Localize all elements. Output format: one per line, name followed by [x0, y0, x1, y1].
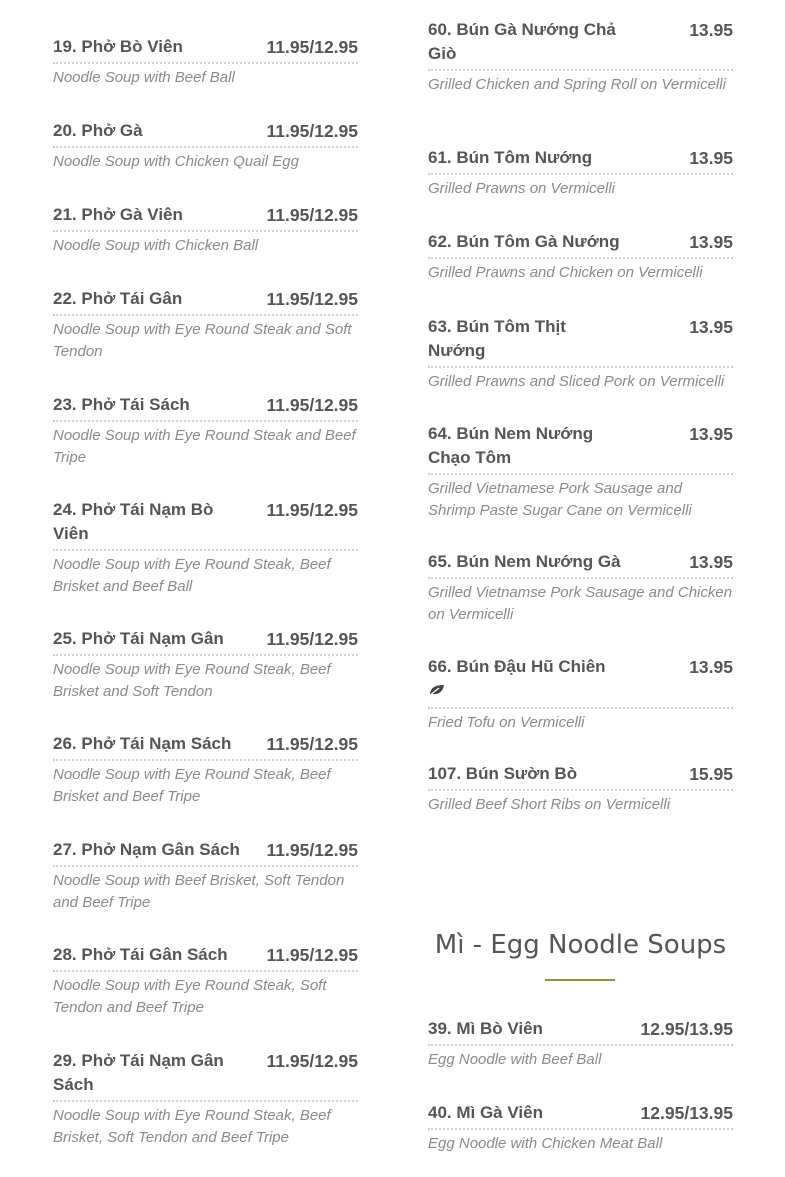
menu-item: [53, 203, 358, 257]
menu-item-description: Grilled Vietnamese Pork Sausage and Shrimp Paste Sugar Cane on Vermicelli: [428, 480, 692, 519]
menu-item: [428, 550, 733, 625]
section-title: Mì - Egg Noodle Soups: [434, 930, 727, 960]
menu-item-header: [428, 550, 733, 579]
menu-item-description: Noodle Soup with Eye Round Steak, Soft Tendon and Beef Tripe: [53, 977, 327, 1016]
menu-item-name: 22. Phở Tái Gân: [53, 289, 183, 308]
menu-item-name: 39. Mì Bò Viên: [428, 1019, 543, 1038]
menu-item-header: [428, 18, 733, 71]
menu-item-price: 13.95: [689, 232, 733, 252]
menu-item: [428, 18, 733, 96]
menu-item: [53, 1049, 358, 1148]
section-divider: [545, 979, 615, 981]
menu-item-name: 27. Phở Nạm Gân Sách: [53, 840, 240, 859]
menu-item-price: 11.95/12.95: [266, 629, 358, 649]
leaf-icon: [428, 680, 446, 704]
menu-item-price: 12.95/13.95: [640, 1103, 733, 1123]
menu-item-name: 28. Phở Tái Gân Sách: [53, 945, 228, 964]
menu-item-price: 11.95/12.95: [266, 205, 358, 225]
menu-item-description: Noodle Soup with Chicken Ball: [53, 237, 259, 254]
menu-item-header: [428, 146, 733, 175]
menu-item-header: [53, 393, 358, 422]
menu-item-header: [53, 732, 358, 761]
menu-item-header: [428, 230, 733, 259]
menu-item-name: 19. Phở Bò Viên: [53, 37, 183, 56]
menu-item-price: 12.95/13.95: [640, 1019, 733, 1039]
menu-item-price: 11.95/12.95: [266, 289, 358, 309]
menu-item-description: Noodle Soup with Eye Round Steak, Beef Brisket and Beef Ball: [53, 556, 331, 595]
menu-item-header: [53, 943, 358, 972]
menu-item-description: Noodle Soup with Chicken Quail Egg: [53, 153, 299, 170]
menu-item: [53, 119, 358, 173]
menu-item-price: 11.95/12.95: [266, 840, 358, 860]
menu-item: [53, 732, 358, 807]
menu-item-name: 29. Phở Tái Nạm Gân Sách: [53, 1051, 224, 1094]
menu-item: [428, 655, 733, 733]
menu-item: [53, 943, 358, 1018]
menu-item-name: 63. Bún Tôm Thịt Nướng: [428, 317, 566, 360]
menu-item-price: 11.95/12.95: [266, 395, 358, 415]
menu-item-name: 107. Bún Sườn Bò: [428, 764, 578, 783]
menu-item-header: [428, 1017, 733, 1046]
menu-item-price: 13.95: [689, 657, 733, 677]
menu-item-name: 40. Mì Gà Viên: [428, 1103, 543, 1122]
menu-item-description: Noodle Soup with Eye Round Steak and Beef Tripe: [53, 427, 356, 466]
menu-item-price: 11.95/12.95: [266, 37, 358, 57]
menu-item-price: 13.95: [689, 20, 733, 40]
menu-item: [428, 146, 733, 200]
menu-item-description: Noodle Soup with Eye Round Steak, Beef Brisket, Soft Tendon and Beef Tripe: [53, 1107, 331, 1146]
menu-item-description: Noodle Soup with Eye Round Steak, Beef Brisket and Soft Tendon: [53, 661, 331, 700]
menu-item-description: Egg Noodle with Beef Ball: [428, 1051, 602, 1068]
menu-item-price: 11.95/12.95: [266, 1051, 358, 1071]
menu-item-name: 21. Phở Gà Viên: [53, 205, 183, 224]
menu-item-price: 13.95: [689, 148, 733, 168]
menu-item-description: Noodle Soup with Eye Round Steak, Beef Brisket and Beef Tripe: [53, 766, 331, 805]
menu-item-description: Noodle Soup with Eye Round Steak and Soft Tendon: [53, 321, 352, 360]
menu-item: [53, 498, 358, 597]
menu-item-description: Noodle Soup with Beef Ball: [53, 69, 235, 86]
menu-item-header: [428, 1101, 733, 1130]
menu-item-description: Grilled Vietnamse Pork Sausage and Chicken on Vermicelli: [428, 584, 733, 623]
menu-item-name: 20. Phở Gà: [53, 121, 143, 140]
menu-item: [428, 762, 733, 816]
menu-item-price: 11.95/12.95: [266, 945, 358, 965]
menu-item-header: [53, 498, 358, 551]
menu-item: [428, 422, 733, 521]
menu-item-description: Grilled Prawns on Vermicelli: [428, 180, 616, 197]
menu-item: [428, 315, 733, 393]
menu-item-name: 61. Bún Tôm Nướng: [428, 148, 593, 167]
menu-item-header: [53, 203, 358, 232]
menu-item-name: 60. Bún Gà Nướng Chả Giò: [428, 20, 616, 63]
menu-item-header: [53, 838, 358, 867]
menu-item: [428, 1101, 733, 1155]
menu-item-name: 24. Phở Tái Nạm Bò Viên: [53, 500, 214, 543]
menu-item-header: [53, 1049, 358, 1102]
menu-item-description: Grilled Beef Short Ribs on Vermicelli: [428, 796, 671, 813]
menu-item: [53, 838, 358, 913]
menu-item-name: 62. Bún Tôm Gà Nướng: [428, 232, 620, 251]
menu-item: [53, 287, 358, 362]
menu-item: [428, 1017, 733, 1071]
menu-item: [428, 230, 733, 284]
menu-item-price: 13.95: [689, 317, 733, 337]
menu-item: [53, 627, 358, 702]
menu-item-header: [53, 119, 358, 148]
menu-item-name: 65. Bún Nem Nướng Gà: [428, 552, 621, 571]
menu-item-header: [53, 287, 358, 316]
menu-item-price: 11.95/12.95: [266, 500, 358, 520]
menu-item-name: 64. Bún Nem Nướng Chạo Tôm: [428, 424, 594, 467]
menu-item-name-block: [428, 655, 606, 704]
menu-item-header: [428, 762, 733, 791]
menu-item-price: 13.95: [689, 552, 733, 572]
menu-item-description: Fried Tofu on Vermicelli: [428, 713, 585, 731]
menu-item-header: [53, 627, 358, 656]
menu-item-name: 25. Phở Tái Nạm Gân: [53, 629, 224, 648]
menu-item: [53, 393, 358, 468]
menu-item-header: [428, 315, 733, 368]
menu-item: [53, 35, 358, 89]
menu-item-price: 11.95/12.95: [266, 121, 358, 141]
menu-item-description: Egg Noodle with Chicken Meat Ball: [428, 1135, 663, 1152]
menu-item-header: [428, 422, 733, 475]
menu-item-price: 15.95: [689, 764, 733, 784]
menu-item-header: [428, 655, 733, 709]
menu-item-name: 23. Phở Tái Sách: [53, 395, 190, 414]
menu-item-name: 66. Bún Đậu Hũ Chiên: [428, 657, 606, 676]
menu-item-description: Noodle Soup with Beef Brisket, Soft Tendon and Beef Tripe: [53, 872, 345, 911]
menu-item-description: Grilled Prawns and Sliced Pork on Vermicelli: [428, 373, 725, 390]
menu-item-name: 26. Phở Tái Nạm Sách: [53, 734, 232, 753]
menu-item-description: Grilled Chicken and Spring Roll on Vermicelli: [428, 76, 726, 93]
menu-item-header: [53, 35, 358, 64]
menu-item-description: Grilled Prawns and Chicken on Vermicelli: [428, 264, 703, 281]
menu-item-price: 13.95: [689, 424, 733, 444]
menu-item-price: 11.95/12.95: [266, 734, 358, 754]
